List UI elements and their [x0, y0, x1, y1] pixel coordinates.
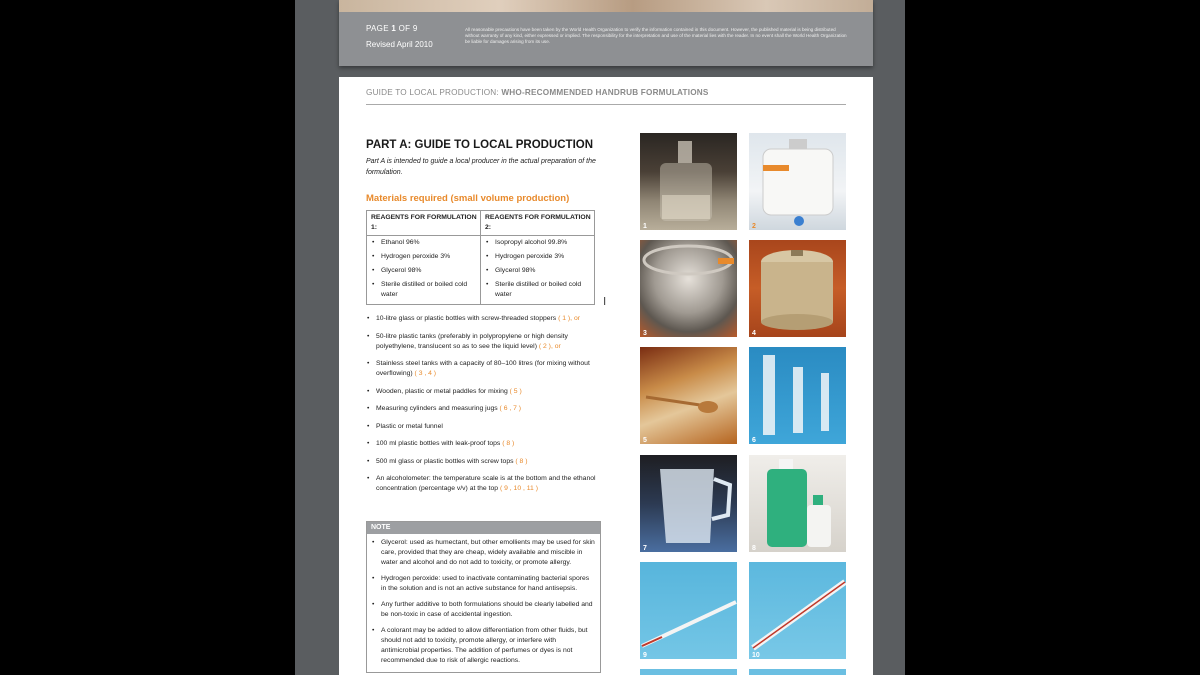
text-cursor-icon: I — [603, 295, 607, 308]
materials-list — [366, 314, 606, 502]
revision-date: Revised April 2010 — [366, 40, 433, 49]
photo-number: 7 — [643, 545, 647, 552]
list-item: • Plastic or metal funnel — [366, 422, 606, 432]
list-item: • Wooden, plastic or metal paddles for mixing ( 5 ) — [366, 387, 606, 397]
photo-measuring-cylinders — [749, 347, 846, 444]
photo-paddle — [640, 347, 737, 444]
list-item: • Measuring cylinders and measuring jugs ( 6 , 7 ) — [366, 404, 606, 414]
list-item: • 10-litre glass or plastic bottles with screw-threaded stoppers ( 1 ), or — [366, 314, 606, 324]
reagent-item: • Hydrogen peroxide 3% — [371, 252, 477, 262]
photo-bottles — [749, 455, 846, 552]
list-item: • Stainless steel tanks with a capacity of 80–100 litres (for mixing without overflowing) ( 3 , 4 ) — [366, 359, 606, 379]
measuring-jug-icon — [640, 455, 737, 552]
photo-number: 4 — [752, 330, 756, 337]
photo-number: 6 — [752, 437, 756, 444]
list-item: • 50-litre plastic tanks (preferably in polypropylene or high density polyethylene, translucent so as to see the liquid level) ( 2 ), or — [366, 332, 606, 352]
list-item: • Any further additive to both formulations should be clearly labelled and be non-toxic in case of accidental ingestion. — [371, 600, 596, 620]
reagent-item: • Glycerol 98% — [485, 266, 591, 276]
alcoholometer-icon — [640, 562, 737, 659]
list-item: • 100 ml plastic bottles with leak-proof tops ( 8 ) — [366, 439, 606, 449]
list-item: • Hydrogen peroxide: used to inactivate contaminating bacterial spores in the solution and is not an active substance for hand antisepsis. — [371, 574, 596, 594]
table-row — [367, 236, 595, 305]
reagent-item: • Ethanol 96% — [371, 238, 477, 248]
reagent-item: • Glycerol 98% — [371, 266, 477, 276]
photo-steel-tank-closed — [749, 240, 846, 337]
photo-alcoholometer-1 — [640, 562, 737, 659]
list-item: • A colorant may be added to allow differentiation from other fluids, but should not add to toxicity, promote allergy, or interfere with antimicrobial properties. The addition of perfumes or dyes is not recommended due to risk of allergic reactions. — [371, 626, 596, 666]
reagent-item: • Hydrogen peroxide 3% — [485, 252, 591, 262]
photo-steel-tank-open — [640, 240, 737, 337]
photo-number: 3 — [643, 330, 647, 337]
steel-tank-icon — [640, 240, 737, 337]
note-heading: NOTE — [367, 522, 600, 534]
document-page — [339, 77, 873, 675]
reagents-table — [366, 210, 595, 305]
photo-number: 2 — [752, 223, 756, 230]
reagents-col1-header: REAGENTS FOR FORMULATION 1: — [367, 211, 481, 236]
photo-number: 9 — [643, 652, 647, 659]
plastic-tank-icon — [749, 133, 846, 230]
reagents-col2-header: REAGENTS FOR FORMULATION 2: — [481, 211, 595, 236]
photo-glass-bottle — [640, 133, 737, 230]
note-box — [366, 521, 601, 673]
intro-text: Part A is intended to guide a local producer in the actual preparation of the formulation. — [366, 158, 596, 176]
glass-bottle-icon — [640, 133, 737, 230]
photo-number: 10 — [752, 652, 760, 659]
disclaimer-text: All reasonable precautions have been taken by the World Health Organization to verify the information contained in this document. However, the published material is being distributed without warranty of any kind, either expressed or implied. The responsibility for the interpretation and use of the material lies with the reader. In no event shall the World Health Organization be liable for damages arising from its use. — [465, 27, 847, 44]
reagent-item: • Sterile distilled or boiled cold water — [485, 280, 591, 300]
photo-number: 5 — [643, 437, 647, 444]
materials-heading: Materials required (small volume production) — [366, 193, 570, 204]
previous-page-photo-strip — [339, 0, 873, 12]
photo-partial-11 — [640, 669, 737, 675]
section-title: PART A: GUIDE TO LOCAL PRODUCTION — [366, 139, 594, 151]
reagent-item: • Isopropyl alcohol 99.8% — [485, 238, 591, 248]
photo-measuring-jug — [640, 455, 737, 552]
list-item: • Glycerol: used as humectant, but other emollients may be used for skin care, provided that they are cheap, widely available and miscible in water and alcohol and do not add to toxicity, or promote allergy. — [371, 538, 596, 568]
photo-plastic-tank — [749, 133, 846, 230]
list-item: • 500 ml glass or plastic bottles with screw tops ( 8 ) — [366, 457, 606, 467]
page-number: PAGE 1 OF 9 — [366, 24, 418, 33]
steel-tank-lid-icon — [749, 240, 846, 337]
measuring-cylinder-icon — [749, 347, 846, 444]
paddle-icon — [640, 347, 737, 444]
bottles-icon — [749, 455, 846, 552]
alcoholometer-icon — [749, 562, 846, 659]
photo-number: 1 — [643, 223, 647, 230]
previous-page-footer — [339, 0, 873, 66]
list-item: • An alcoholometer: the temperature scale is at the bottom and the ethanol concentration (percentage v/v) at the top ( 9 , 10 , 11 ) — [366, 474, 606, 494]
note-list — [367, 534, 600, 666]
photo-alcoholometer-2 — [749, 562, 846, 659]
photo-partial-12 — [749, 669, 846, 675]
running-header: GUIDE TO LOCAL PRODUCTION: WHO-RECOMMENDED HANDRUB FORMULATIONS — [366, 88, 846, 105]
reagent-item: • Sterile distilled or boiled cold water — [371, 280, 477, 300]
photo-number: 8 — [752, 545, 756, 552]
